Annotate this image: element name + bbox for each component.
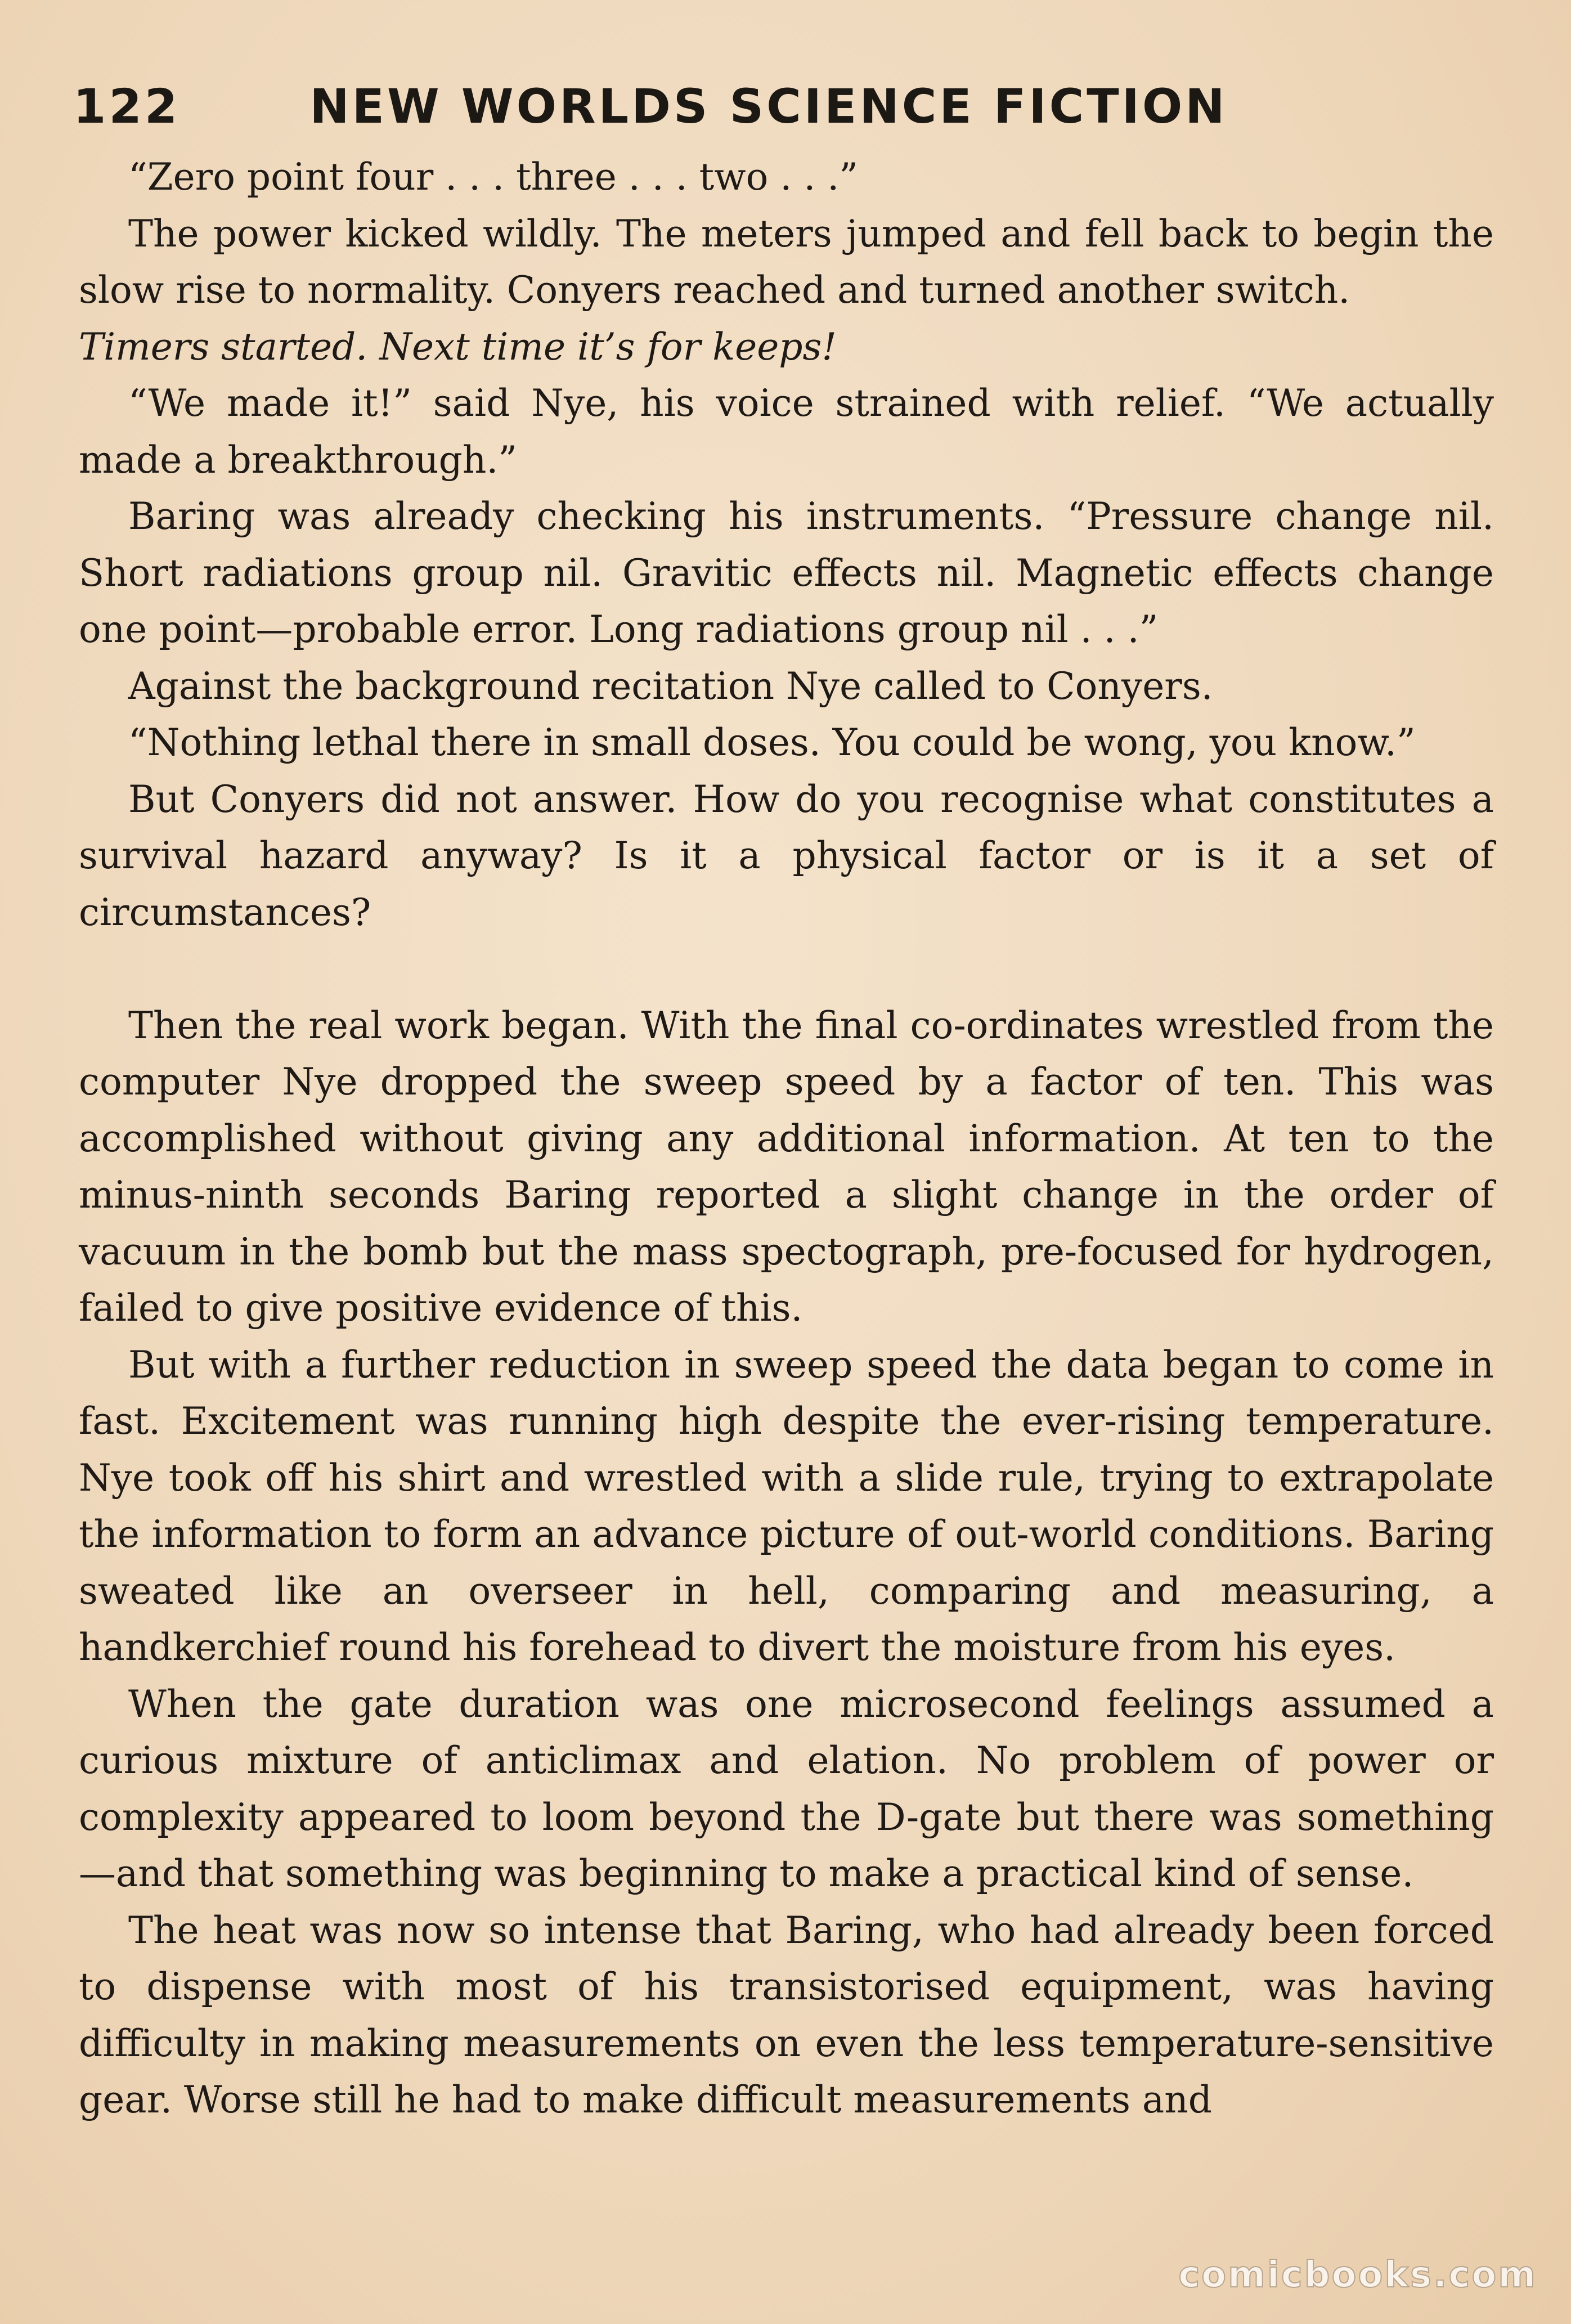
paragraph: Against the background recitation Nye called to Conyers. <box>128 664 1213 708</box>
story-text <box>79 149 1494 2129</box>
italic-line <box>79 319 1494 376</box>
paragraph: “Nothing lethal there in small doses. You could be wong, you know.” <box>128 721 1416 764</box>
paragraph: But Conyers did not answer. How do you recognise what constitutes a survival hazard anyway? Is it a physical factor or is it a set of circumstances? <box>79 777 1494 934</box>
running-header <box>73 79 1228 134</box>
paragraph: “Zero point four . . . three . . . two . . .” <box>128 155 859 199</box>
page-number: 122 <box>73 79 181 134</box>
magazine-title: NEW WORLDS SCIENCE FICTION <box>309 79 1228 134</box>
paragraph: Then the real work began. With the final co-ordinates wrestled from the computer Nye dropped the sweep speed by a factor of ten. This was accomplished without giving any additional information. At ten to the minus-ninth seconds Baring reported a slight change in the order of vacuum in the bomb but the mass spectograph, pre-focused for hydrogen, failed to give positive evidence of this. <box>79 1003 1494 1330</box>
watermark: comicbooks.com <box>1178 2254 1537 2296</box>
paragraph: When the gate duration was one microsecond feelings assumed a curious mixture of anticlimax and elation. No problem of power or complexity appeared to loom beyond the D-gate but there was something—and that something was beginning to make a practical kind of sense. <box>79 1682 1494 1895</box>
paragraph: The power kicked wildly. The meters jumped and fell back to begin the slow rise to normality. Conyers reached and turned another switch. <box>79 212 1494 312</box>
paragraph: Baring was already checking his instruments. “Pressure change nil. Short radiations group nil. Gravitic effects nil. Magnetic effects change one point—probable error. Long radiations group nil . . .” <box>79 495 1494 651</box>
paragraph: But with a further reduction in sweep speed the data began to come in fast. Excitement was running high despite the ever-rising temperature. Nye took off his shirt and wrestled with a slide rule, trying to extrapolate the information to form an advance picture of out-world conditions. Baring sweated like an overseer in hell, comparing and measuring, a handkerchief round his forehead to divert the moisture from his eyes. <box>79 1343 1494 1669</box>
italic-text: Timers started. Next time it’s for keeps! <box>79 325 837 369</box>
paragraph: “We made it!” said Nye, his voice strained with relief. “We actually made a breakthrough.” <box>79 382 1494 482</box>
paragraph: The heat was now so intense that Baring, who had already been forced to dispense with most of his transistorised equipment, was having difficulty in making measurements on even the less temperature-sensitive gear. Worse still he had to make difficult measurements and <box>79 1908 1494 2121</box>
